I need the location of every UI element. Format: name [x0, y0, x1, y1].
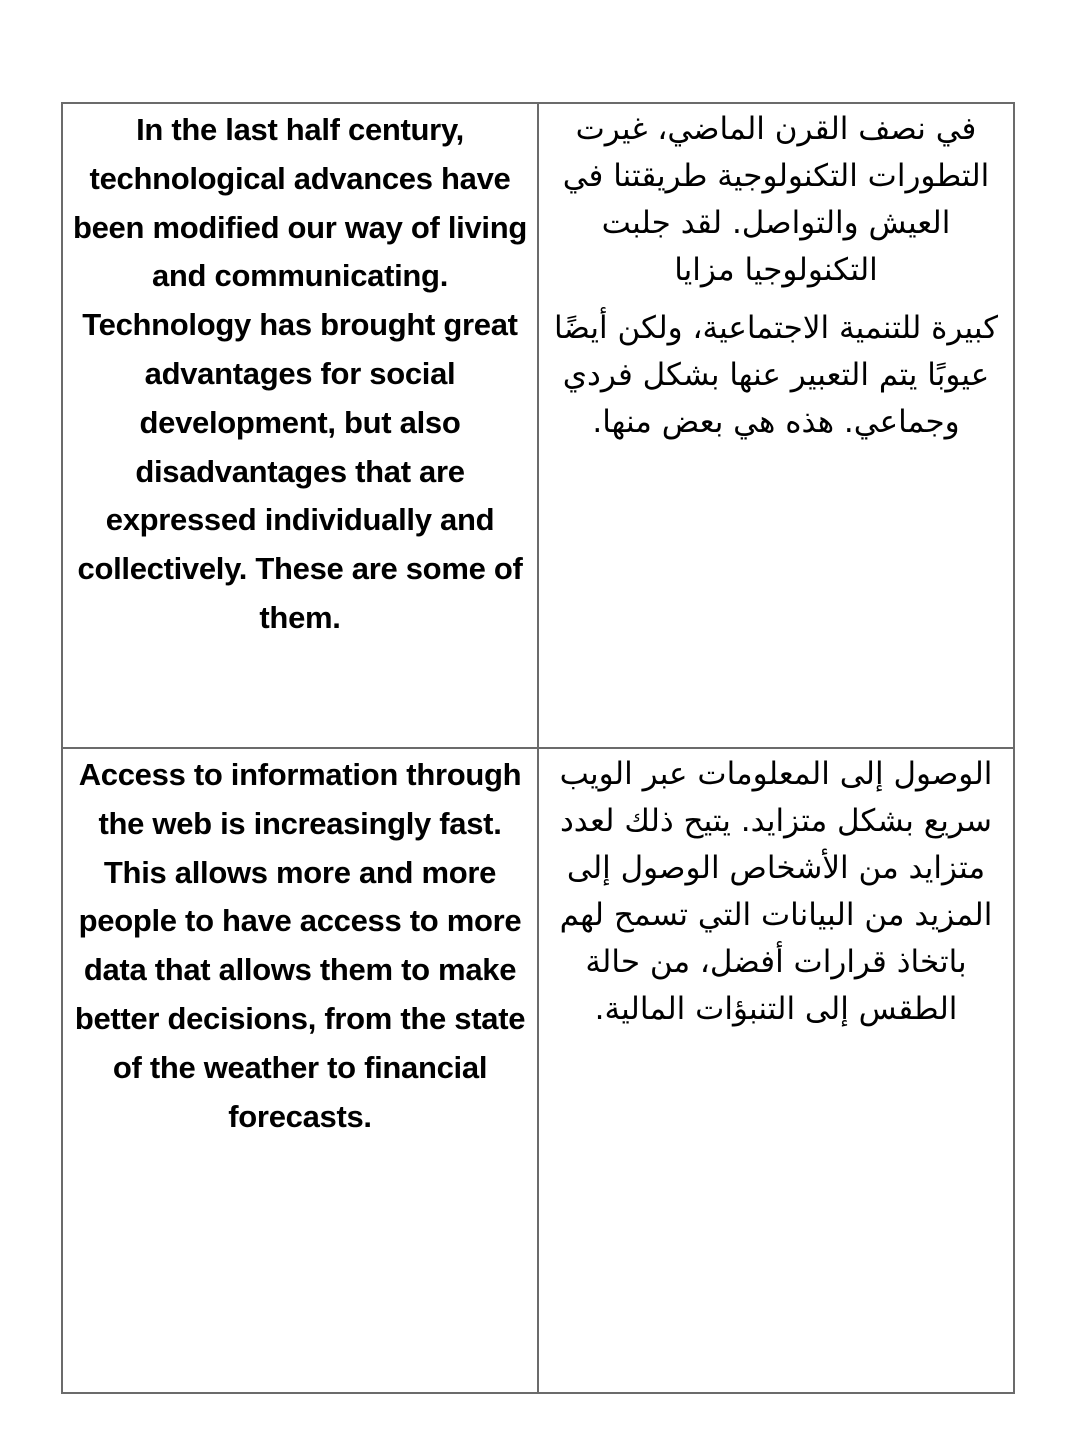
- english-paragraph: Access to information through the web is increasingly fast. This allows more and more people to have access to more data that allows them to make better decisions, from the state of the weather to financial forecasts.: [74, 757, 526, 1134]
- arabic-paragraph: الوصول إلى المعلومات عبر الويب سريع بشكل متزايد. يتيح ذلك لعدد متزايد من الأشخاص الوصول إلى المزيد من البيانات التي تسمح لهم باتخاذ قرارات أفضل، من حالة الطقس إلى التنبؤات المالية.: [559, 756, 993, 1027]
- arabic-cell: [538, 103, 1014, 748]
- arabic-cell: [538, 748, 1014, 1393]
- arabic-paragraph: كبيرة للتنمية الاجتماعية، ولكن أيضًا عيوبًا يتم التعبير عنها بشكل فردي وجماعي. هذه هي بعض منها.: [554, 310, 998, 440]
- english-cell: [62, 748, 538, 1393]
- translation-table: [61, 102, 1015, 1394]
- table-row: [62, 103, 1014, 748]
- english-paragraph: In the last half century, technological advances have been modified our way of living and communicating. Technology has brought great advantages for social development, but also disadvantages that are expressed individually and collectively. These are some of them.: [72, 112, 528, 635]
- arabic-paragraph: في نصف القرن الماضي، غيرت التطورات التكنولوجية طريقتنا في العيش والتواصل. لقد جلبت التكنولوجيا مزايا: [562, 111, 990, 288]
- english-cell: [62, 103, 538, 748]
- table-row: [62, 748, 1014, 1393]
